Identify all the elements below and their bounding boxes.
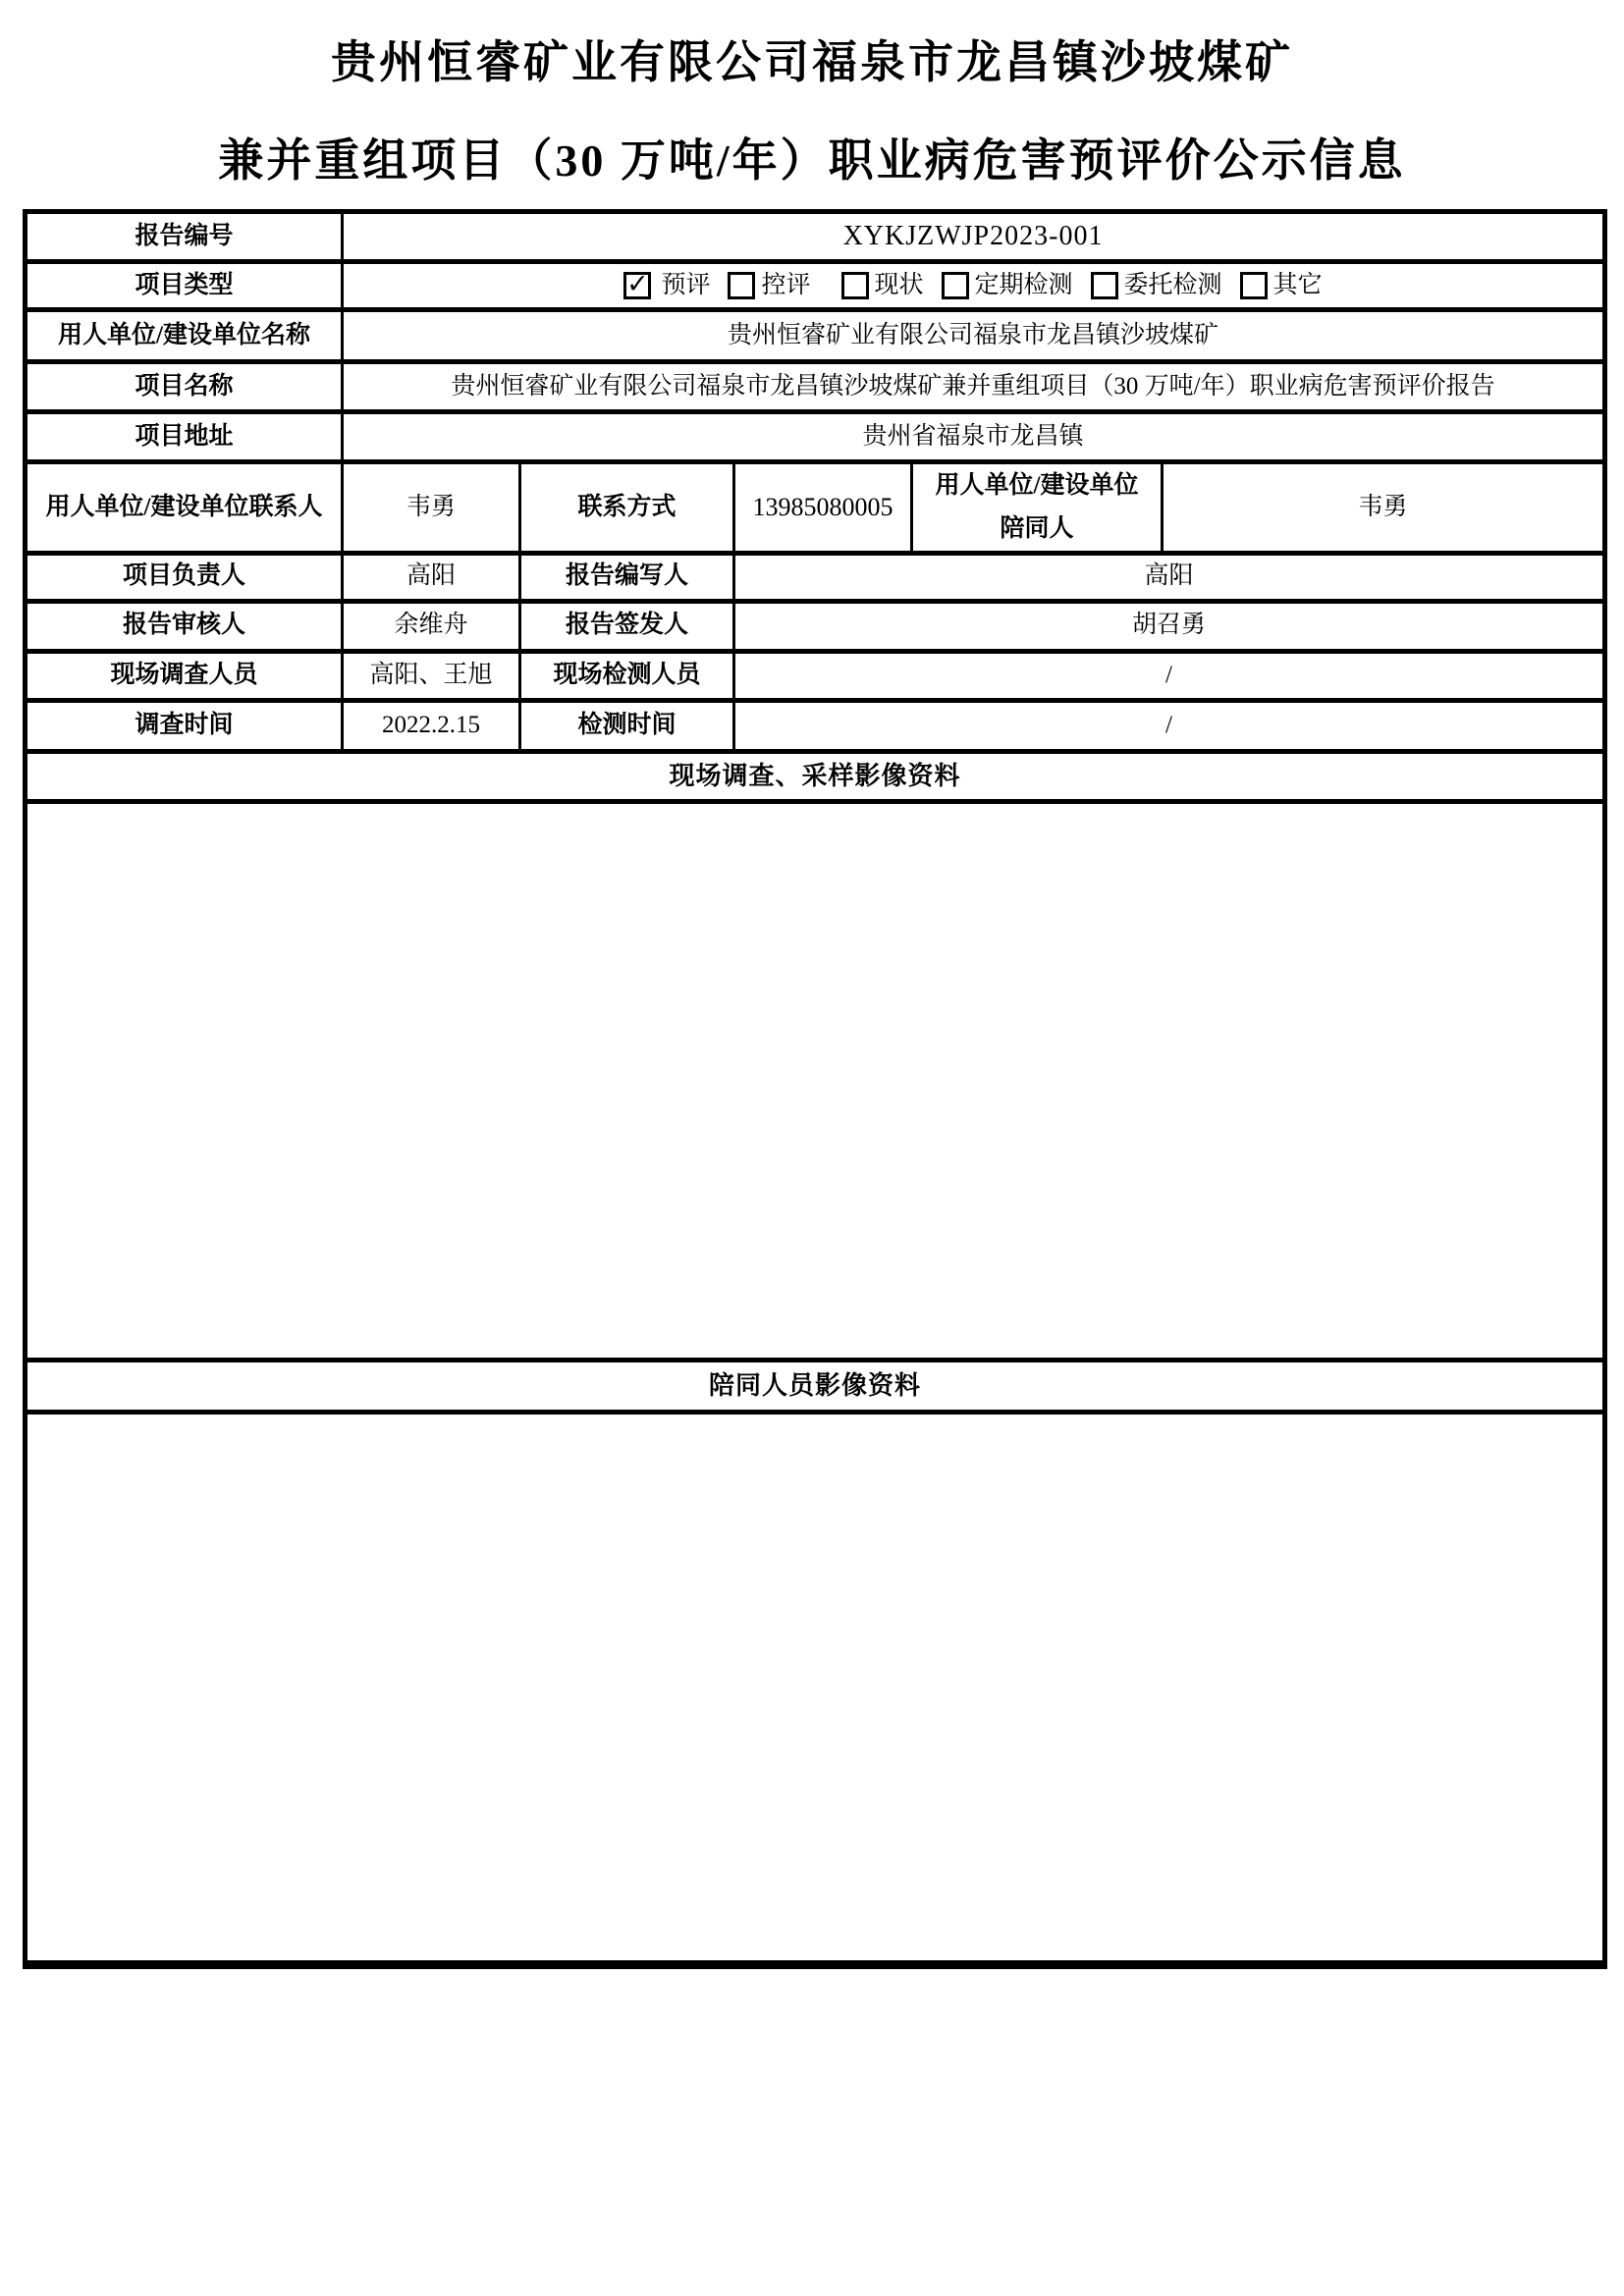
option-entrusted-detection[interactable] [1091,268,1222,303]
detection-time-label: 检测时间 [520,700,734,751]
contact-value: 韦勇 [343,462,520,554]
option-preeval[interactable] [623,268,710,303]
phone-label: 联系方式 [520,462,734,554]
option-periodic-detection-label: 定期检测 [974,271,1073,298]
escort-label: 用人单位/建设单位陪同人 [912,462,1163,554]
checkbox-unchecked-icon[interactable] [1091,272,1118,299]
employer-name-value: 贵州恒睿矿业有限公司福泉市龙昌镇沙坡煤矿 [343,310,1605,362]
report-no-label: 报告编号 [26,212,343,262]
report-reviewer-value: 余维舟 [343,601,520,651]
report-issuer-label: 报告签发人 [520,601,734,651]
report-issuer-value: 胡召勇 [734,601,1605,651]
option-other-label: 其它 [1272,271,1323,298]
project-type-label: 项目类型 [26,262,343,310]
row-project-type [26,262,1605,310]
phone-value: 13985080005 [734,462,912,554]
check-mark-icon: ✓ [626,268,649,299]
row-section1-content [26,801,1605,1360]
row-section2-content [26,1412,1605,1964]
row-review [26,601,1605,651]
row-time [26,700,1605,751]
report-no-value: XYKJZWJP2023-001 [343,212,1605,262]
checkbox-unchecked-icon[interactable] [728,272,755,299]
row-project-address [26,412,1605,462]
report-writer-label: 报告编写人 [520,553,734,601]
project-leader-label: 项目负责人 [26,553,343,601]
employer-name-label: 用人单位/建设单位名称 [26,310,343,362]
report-writer-value: 高阳 [734,553,1605,601]
option-entrusted-detection-label: 委托检测 [1123,271,1222,298]
survey-time-label: 调查时间 [26,700,343,751]
option-preeval-label: 预评 [661,271,711,298]
site-survey-staff-label: 现场调查人员 [26,651,343,700]
option-status-quo-label: 现状 [874,271,924,298]
project-name-value: 贵州恒睿矿业有限公司福泉市龙昌镇沙坡煤矿兼并重组项目（30 万吨/年）职业病危害预评价报告 [343,362,1605,412]
escort-images-header: 陪同人员影像资料 [26,1360,1605,1412]
checkbox-unchecked-icon[interactable] [942,272,969,299]
project-type-options [343,262,1605,310]
option-control-eval[interactable] [728,268,810,303]
checkbox-unchecked-icon[interactable] [841,272,869,299]
checkbox-unchecked-icon[interactable] [1240,272,1268,299]
site-survey-staff-value: 高阳、王旭 [343,651,520,700]
contact-label: 用人单位/建设单位联系人 [26,462,343,554]
option-control-eval-label: 控评 [761,271,811,298]
site-detection-staff-label: 现场检测人员 [520,651,734,700]
escort-value: 韦勇 [1163,462,1605,554]
report-reviewer-label: 报告审核人 [26,601,343,651]
site-detection-staff-value: / [734,651,1605,700]
row-section2-header [26,1360,1605,1412]
option-other[interactable] [1240,268,1323,303]
row-report-no [26,212,1605,262]
project-address-label: 项目地址 [26,412,343,462]
site-survey-images-area [26,801,1605,1360]
row-section1-header [26,751,1605,801]
row-contact [26,462,1605,554]
document-title-line2: 兼并重组项目（30 万吨/年）职业病危害预评价公示信息 [218,135,1406,186]
escort-images-area [26,1412,1605,1964]
row-leader [26,553,1605,601]
detection-time-value: / [734,700,1605,751]
project-leader-value: 高阳 [343,553,520,601]
checkbox-row [350,268,1597,303]
document-title-line1: 贵州恒睿矿业有限公司福泉市龙昌镇沙坡煤矿 [331,37,1293,87]
row-project-name [26,362,1605,412]
option-periodic-detection[interactable] [942,268,1073,303]
row-survey [26,651,1605,700]
row-employer-name [26,310,1605,362]
site-survey-images-header: 现场调查、采样影像资料 [26,751,1605,801]
info-table [23,209,1607,1969]
project-name-label: 项目名称 [26,362,343,412]
checkbox-checked-icon[interactable] [623,268,651,299]
survey-time-value: 2022.2.15 [343,700,520,751]
option-status-quo[interactable] [841,268,924,303]
project-address-value: 贵州省福泉市龙昌镇 [343,412,1605,462]
